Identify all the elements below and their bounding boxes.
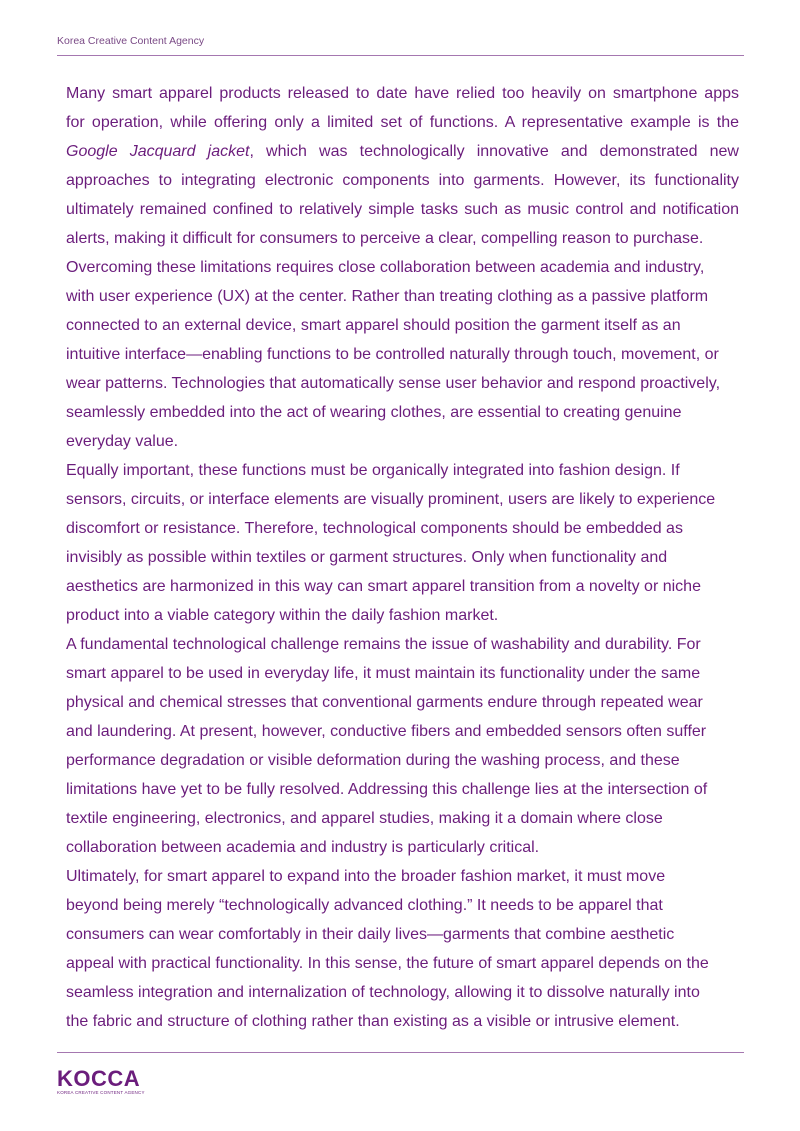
line-text: appeal with practical functionality. In this sense, the future of smart apparel depends on the: [66, 955, 709, 972]
text-line: [66, 1007, 739, 1036]
line-text: wear patterns. Technologies that automatically sense user behavior and respond proactively,: [66, 375, 721, 392]
text-line: [66, 137, 739, 166]
line-text: collaboration between academia and industry is particularly critical.: [66, 839, 540, 856]
line-text: connected to an external device, smart apparel should position the garment itself as an: [66, 317, 681, 334]
line-text: textile engineering, electronics, and apparel studies, making it a domain where close: [66, 810, 663, 827]
product-name: Google Jacquard jacket: [66, 143, 250, 160]
line-text: and laundering. At present, however, conductive fibers and embedded sensors often suffer: [66, 723, 707, 740]
line-text: approaches to integrating electronic components into garments. However, its functionality: [66, 172, 739, 189]
text-line: [66, 804, 739, 833]
text-line: [66, 630, 739, 659]
line-text: seamlessly embedded into the act of wearing clothes, are essential to creating genuine: [66, 404, 682, 421]
line-text: invisibly as possible within textiles or garment structures. Only when functionality and: [66, 549, 668, 566]
text-line: [66, 978, 739, 1007]
logo-mark: KOCCA: [57, 1066, 141, 1091]
text-line: [66, 79, 739, 108]
text-line: [66, 688, 739, 717]
paragraph: [66, 79, 739, 253]
line-text: physical and chemical stresses that conventional garments endure through repeated wear: [66, 694, 703, 711]
text-line: [66, 224, 739, 253]
paragraph: [66, 630, 739, 862]
text-line: [66, 572, 739, 601]
line-text: product into a viable category within the daily fashion market.: [66, 607, 499, 624]
text-line: [66, 862, 739, 891]
text-line: [66, 746, 739, 775]
text-line: [66, 427, 739, 456]
line-text: smart apparel to be used in everyday life, it must maintain its functionality under the same: [66, 665, 701, 682]
text-line: [66, 340, 739, 369]
paragraph: [66, 456, 739, 630]
line-text: with user experience (UX) at the center. Rather than treating clothing as a passive platform: [66, 288, 709, 305]
line-text: Equally important, these functions must be organically integrated into fashion design. If: [66, 462, 680, 479]
line-text: ultimately remained confined to relatively simple tasks such as music control and notification: [66, 201, 739, 218]
header-divider: [57, 55, 744, 56]
text-line: [66, 601, 739, 630]
text-line: [66, 166, 739, 195]
line-text: consumers can wear comfortably in their daily lives—garments that combine aesthetic: [66, 926, 675, 943]
kocca-logo: [57, 1068, 145, 1095]
text-line: [66, 253, 739, 282]
text-line: [66, 717, 739, 746]
line-text: limitations have yet to be fully resolved. Addressing this challenge lies at the intersection of: [66, 781, 708, 798]
line-text: aesthetics are harmonized in this way can smart apparel transition from a novelty or niche: [66, 578, 701, 595]
text-line: [66, 949, 739, 978]
line-text: for operation, while offering only a limited set of functions. A representative example is the: [66, 114, 739, 131]
line-text: everyday value.: [66, 433, 179, 450]
line-text: Many smart apparel products released to date have relied too heavily on smartphone apps: [66, 85, 739, 102]
text-line: [66, 195, 739, 224]
line-text: Overcoming these limitations requires close collaboration between academia and industry,: [66, 259, 705, 276]
text-line: [66, 369, 739, 398]
line-text: , which was technologically innovative and demonstrated new: [249, 143, 739, 160]
text-line: [66, 659, 739, 688]
line-text: A fundamental technological challenge remains the issue of washability and durability. For: [66, 636, 701, 653]
text-line: [66, 398, 739, 427]
footer-divider: [57, 1052, 744, 1053]
paragraph: [66, 253, 739, 456]
line-text: the fabric and structure of clothing rather than existing as a visible or intrusive element.: [66, 1013, 680, 1030]
line-text: beyond being merely “technologically advanced clothing.” It needs to be apparel that: [66, 897, 663, 914]
line-text: intuitive interface—enabling functions to be controlled naturally through touch, movement, or: [66, 346, 719, 363]
text-line: [66, 543, 739, 572]
line-text: Ultimately, for smart apparel to expand into the broader fashion market, it must move: [66, 868, 666, 885]
line-text: performance degradation or visible deformation during the washing process, and these: [66, 752, 680, 769]
line-text: sensors, circuits, or interface elements are visually prominent, users are likely to experience: [66, 491, 716, 508]
body-text: [66, 79, 739, 1036]
logo-subtitle: KOREA CREATIVE CONTENT AGENCY: [57, 1090, 145, 1095]
text-line: [66, 456, 739, 485]
text-line: [66, 108, 739, 137]
text-line: [66, 514, 739, 543]
running-header: Korea Creative Content Agency: [57, 35, 205, 47]
paragraph: [66, 862, 739, 1036]
text-line: [66, 311, 739, 340]
text-line: [66, 891, 739, 920]
text-line: [66, 833, 739, 862]
line-text: seamless integration and internalization of technology, allowing it to dissolve naturally into: [66, 984, 700, 1001]
line-text: discomfort or resistance. Therefore, technological components should be embedded as: [66, 520, 683, 537]
line-text: alerts, making it difficult for consumers to perceive a clear, compelling reason to purchase.: [66, 230, 704, 247]
text-line: [66, 920, 739, 949]
text-line: [66, 282, 739, 311]
text-line: [66, 485, 739, 514]
text-line: [66, 775, 739, 804]
